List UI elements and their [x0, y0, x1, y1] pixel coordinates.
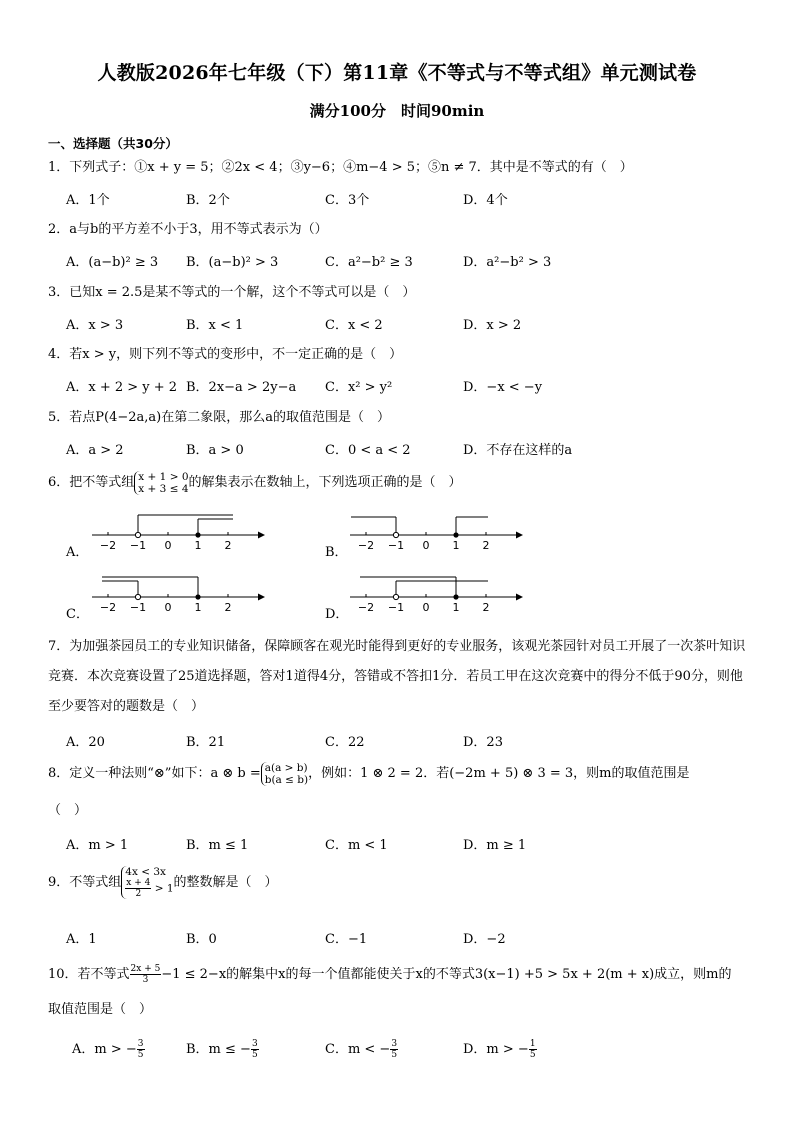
q10-option-b[interactable]: [186, 1038, 259, 1060]
q2-option-d[interactable]: D．a²−b² > 3: [463, 255, 552, 270]
question-9-stem: [48, 866, 278, 899]
section-heading: 一、选择题（共30分）: [48, 136, 178, 151]
q7-option-d[interactable]: D．23: [463, 735, 503, 750]
q5-option-b[interactable]: B．a > 0: [186, 443, 244, 458]
question-5-stem: 5．若点P(4−2a,a)在第二象限，那么a的取值范围是（ ）: [48, 410, 390, 425]
numberline-tick-label: −1: [129, 539, 147, 552]
q8-option-d[interactable]: D．m ≥ 1: [463, 838, 527, 853]
q5-option-d[interactable]: D．不存在这样的a: [463, 443, 573, 458]
q6-stem-post: 的解集表示在数轴上，下列选项正确的是（ ）: [188, 475, 462, 490]
q4-option-a[interactable]: A．x + 2 > y + 2: [66, 380, 178, 395]
numberline-tick-label: 1: [194, 539, 202, 552]
q9-system-line-2: [125, 878, 173, 899]
q6-system-line-1: x + 1 > 0: [138, 470, 189, 483]
q10-option-a-denominator: 5: [137, 1050, 144, 1060]
q8-stem-pre: 8．定义一种法则“⊗”如下：a ⊗ b =: [48, 766, 261, 781]
q4-option-d[interactable]: D．−x < −y: [463, 380, 543, 395]
numberline-tick-label: −1: [129, 601, 147, 614]
q10-option-b-numerator: 3: [251, 1039, 258, 1049]
q1-option-d[interactable]: D．4个: [463, 193, 508, 208]
q10-option-d-fraction: [529, 1039, 537, 1060]
q4-option-c[interactable]: C．x² > y²: [325, 380, 393, 395]
q10-stem-line-2: 取值范围是（ ）: [48, 1002, 153, 1017]
q9-fraction-denominator: 2: [135, 889, 142, 899]
q3-option-a[interactable]: A．x > 3: [66, 318, 124, 333]
question-3-stem: 3．已知x = 2.5是某不等式的一个解，这个不等式可以是（ ）: [48, 285, 416, 300]
q1-option-a[interactable]: A．1个: [66, 193, 110, 208]
numberline-tick-label: 0: [164, 601, 172, 614]
q10-option-b-denominator: 5: [251, 1050, 258, 1060]
q9-option-c[interactable]: C．−1: [325, 932, 368, 947]
q10-stem-pre: 10．若不等式: [48, 967, 130, 982]
q8-option-c[interactable]: C．m < 1: [325, 838, 388, 853]
q10-option-c-fraction: [390, 1039, 398, 1060]
q10-option-b-text: B．m ≤ −: [186, 1042, 251, 1057]
q5-option-c[interactable]: C．0 < a < 2: [325, 443, 411, 458]
q9-stem-pre: 9．不等式组: [48, 875, 122, 890]
question-1-stem: 1．下列式子：①x + y = 5；②2x < 4；③y−6；④m−4 > 5；⑤n ≠ 7．其中是不等式的有（ ）: [48, 160, 633, 175]
numberline-tick-label: 0: [164, 539, 172, 552]
q6-option-d-numberline[interactable]: [346, 570, 526, 618]
q7-option-b[interactable]: B．21: [186, 735, 226, 750]
q9-stem-post: 的整数解是（ ）: [173, 875, 278, 890]
numberline-tick-label: 2: [224, 601, 232, 614]
numberline-tick-label: −2: [357, 539, 375, 552]
numberline-tick-label: 2: [224, 539, 232, 552]
q9-system-line-2-rest: > 1: [151, 882, 174, 895]
q6-option-c-numberline[interactable]: [88, 570, 268, 618]
numberline-tick-label: 1: [452, 539, 460, 552]
question-8-stem: [48, 761, 689, 787]
question-2-stem: 2．a与b的平方差不小于3，用不等式表示为（）: [48, 222, 328, 237]
q10-option-a-text: A．m > −: [72, 1042, 137, 1057]
numberline-tick-label: 0: [422, 539, 430, 552]
q10-option-a-fraction: [137, 1039, 145, 1060]
page-title: 人教版2026年七年级（下）第11章《不等式与不等式组》单元测试卷: [97, 62, 697, 84]
q10-option-d-text: D．m > −: [463, 1042, 529, 1057]
q8-stem-post: ，例如：1 ⊗ 2 = 2．若(−2m + 5) ⊗ 3 = 3，则m的取值范围是: [308, 766, 690, 781]
q5-option-a[interactable]: A．a > 2: [66, 443, 124, 458]
q9-inequality-system: [121, 866, 173, 899]
q8-stem-tail: （ ）: [48, 803, 88, 818]
q8-case-1: a(a > b): [264, 761, 308, 774]
numberline-tick-label: 2: [482, 601, 490, 614]
question-4-stem: 4．若x > y，则下列不等式的变形中，不一定正确的是（ ）: [48, 347, 403, 362]
q4-option-b[interactable]: B．2x−a > 2y−a: [186, 380, 297, 395]
q2-option-c[interactable]: C．a²−b² ≥ 3: [325, 255, 413, 270]
q10-option-c-text: C．m < −: [325, 1042, 391, 1057]
q10-stem-mid: −1 ≤ 2−x的解集中x的每一个值都能使关于x的不等式3(x−1) +5 > 5x + 2(m + x)成立，则m的: [161, 967, 732, 982]
q10-fraction: [130, 964, 162, 985]
q9-fraction-numerator: x + 4: [126, 878, 151, 888]
q3-option-d[interactable]: D．x > 2: [463, 318, 522, 333]
q10-option-a[interactable]: [72, 1038, 145, 1060]
numberline-tick-label: −2: [99, 601, 117, 614]
q10-option-c-numerator: 3: [391, 1039, 398, 1049]
q6-option-d-label[interactable]: D．: [325, 607, 349, 622]
q3-option-b[interactable]: B．x < 1: [186, 318, 244, 333]
q9-system-line-1: 4x < 3x: [125, 866, 166, 878]
q2-option-a[interactable]: A．(a−b)² ≥ 3: [66, 255, 159, 270]
q6-system-line-2: x + 3 ≤ 4: [138, 482, 189, 495]
q10-option-c[interactable]: [325, 1038, 398, 1060]
numberline-tick-label: 0: [422, 601, 430, 614]
q6-stem-pre: 6．把不等式组: [48, 475, 135, 490]
question-10-stem: [48, 963, 732, 987]
q9-option-d[interactable]: D．−2: [463, 932, 506, 947]
q6-option-c-label[interactable]: C．: [66, 607, 89, 622]
q1-option-b[interactable]: B．2个: [186, 193, 230, 208]
q10-fraction-numerator: 2x + 5: [130, 964, 161, 974]
q2-option-b[interactable]: B．(a−b)² > 3: [186, 255, 279, 270]
q3-option-c[interactable]: C．x < 2: [325, 318, 383, 333]
q10-option-d-denominator: 5: [529, 1050, 536, 1060]
q10-fraction-denominator: 3: [142, 975, 149, 985]
q8-option-b[interactable]: B．m ≤ 1: [186, 838, 249, 853]
q7-option-a[interactable]: A．20: [66, 735, 105, 750]
question-7-stem: 7．为加强茶园员工的专业知识储备，保障顾客在观光时能得到更好的专业服务，该观光茶园针对员工开展了一次茶叶知识竞赛．本次竞赛设置了25道选择题，答对1道得4分，答错或不答扣1分．若员工甲在这次竞赛中的得分不低于90分，则他至少要答对的题数是（ ）: [48, 639, 746, 714]
q6-option-b-numberline[interactable]: [346, 508, 526, 556]
q6-inequality-system: [134, 471, 188, 495]
q6-option-a-label[interactable]: A．: [66, 545, 89, 560]
q9-option-b[interactable]: B．0: [186, 932, 217, 947]
q9-option-a[interactable]: A．1: [66, 932, 97, 947]
q1-option-c[interactable]: C．3个: [325, 193, 370, 208]
q10-option-c-denominator: 5: [391, 1050, 398, 1060]
q7-option-c[interactable]: C．22: [325, 735, 365, 750]
numberline-tick-label: −1: [387, 601, 405, 614]
numberline-tick-label: 1: [194, 601, 202, 614]
q6-option-b-label[interactable]: B．: [325, 545, 348, 560]
q10-option-d[interactable]: [463, 1038, 537, 1060]
q10-option-d-numerator: 1: [529, 1039, 536, 1049]
q8-piecewise-definition: [261, 762, 308, 786]
page-subtitle: 满分100分 时间90min: [309, 102, 485, 120]
q8-option-a[interactable]: A．m > 1: [66, 838, 129, 853]
numberline-tick-label: 2: [482, 539, 490, 552]
numberline-tick-label: −1: [387, 539, 405, 552]
q10-option-a-numerator: 3: [137, 1039, 144, 1049]
numberline-tick-label: −2: [99, 539, 117, 552]
q8-case-2: b(a ≤ b): [264, 773, 309, 786]
question-6-stem: [48, 470, 462, 496]
q9-fraction: [125, 878, 151, 899]
q10-option-b-fraction: [251, 1039, 259, 1060]
numberline-tick-label: 1: [452, 601, 460, 614]
numberline-tick-label: −2: [357, 601, 375, 614]
q6-option-a-numberline[interactable]: [88, 508, 268, 556]
